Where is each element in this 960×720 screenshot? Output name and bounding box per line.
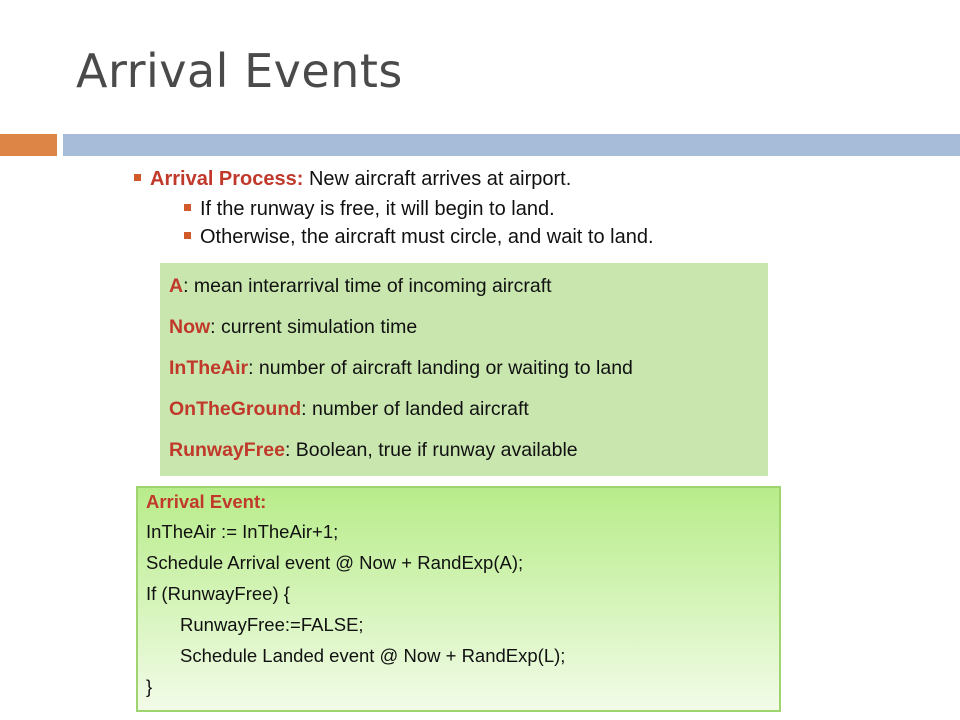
- square-bullet-icon: [184, 204, 191, 211]
- square-bullet-icon: [184, 232, 191, 239]
- definition-row: [169, 398, 529, 421]
- definition-row: [169, 316, 417, 339]
- bullet-main-term: Arrival Process:: [150, 168, 304, 190]
- definition-term: InTheAir: [169, 357, 249, 379]
- definition-term: OnTheGround: [169, 398, 302, 420]
- definition-term: RunwayFree: [169, 439, 285, 461]
- pseudocode-line: If (RunwayFree) {: [146, 583, 290, 604]
- pseudocode-line: Schedule Arrival event @ Now + RandExp(A);: [146, 552, 524, 573]
- bullet-sub-2: [184, 226, 654, 249]
- definitions-box: [160, 263, 768, 476]
- slide-title: Arrival Events: [76, 44, 403, 98]
- title-accent-bar-orange: [0, 134, 57, 156]
- bullet-sub-2-text: Otherwise, the aircraft must circle, and wait to land.: [200, 226, 654, 248]
- definition-term: A: [169, 275, 184, 297]
- pseudocode-line: }: [146, 676, 153, 697]
- definition-text: : mean interarrival time of incoming aircraft: [183, 275, 552, 297]
- bullet-sub-1: [184, 198, 555, 221]
- definition-text: : number of landed aircraft: [301, 398, 529, 420]
- definition-row: [169, 439, 578, 462]
- pseudocode-heading: Arrival Event:: [146, 491, 267, 512]
- definition-row: [169, 275, 552, 298]
- definition-row: [169, 357, 633, 380]
- bullet-sub-1-text: If the runway is free, it will begin to land.: [200, 198, 555, 220]
- definition-text: : current simulation time: [210, 316, 418, 338]
- bullet-main-text: New aircraft arrives at airport.: [303, 168, 572, 190]
- title-accent-bar-blue: [63, 134, 960, 156]
- pseudocode-box: [136, 486, 781, 712]
- pseudocode-line: InTheAir := InTheAir+1;: [146, 521, 339, 542]
- definition-term: Now: [169, 316, 211, 338]
- square-bullet-icon: [134, 174, 141, 181]
- bullet-main: [134, 168, 571, 191]
- definition-text: : Boolean, true if runway available: [284, 439, 578, 461]
- pseudocode-line: Schedule Landed event @ Now + RandExp(L);: [180, 645, 566, 666]
- pseudocode-line: RunwayFree:=FALSE;: [180, 614, 364, 635]
- definition-text: : number of aircraft landing or waiting to land: [248, 357, 633, 379]
